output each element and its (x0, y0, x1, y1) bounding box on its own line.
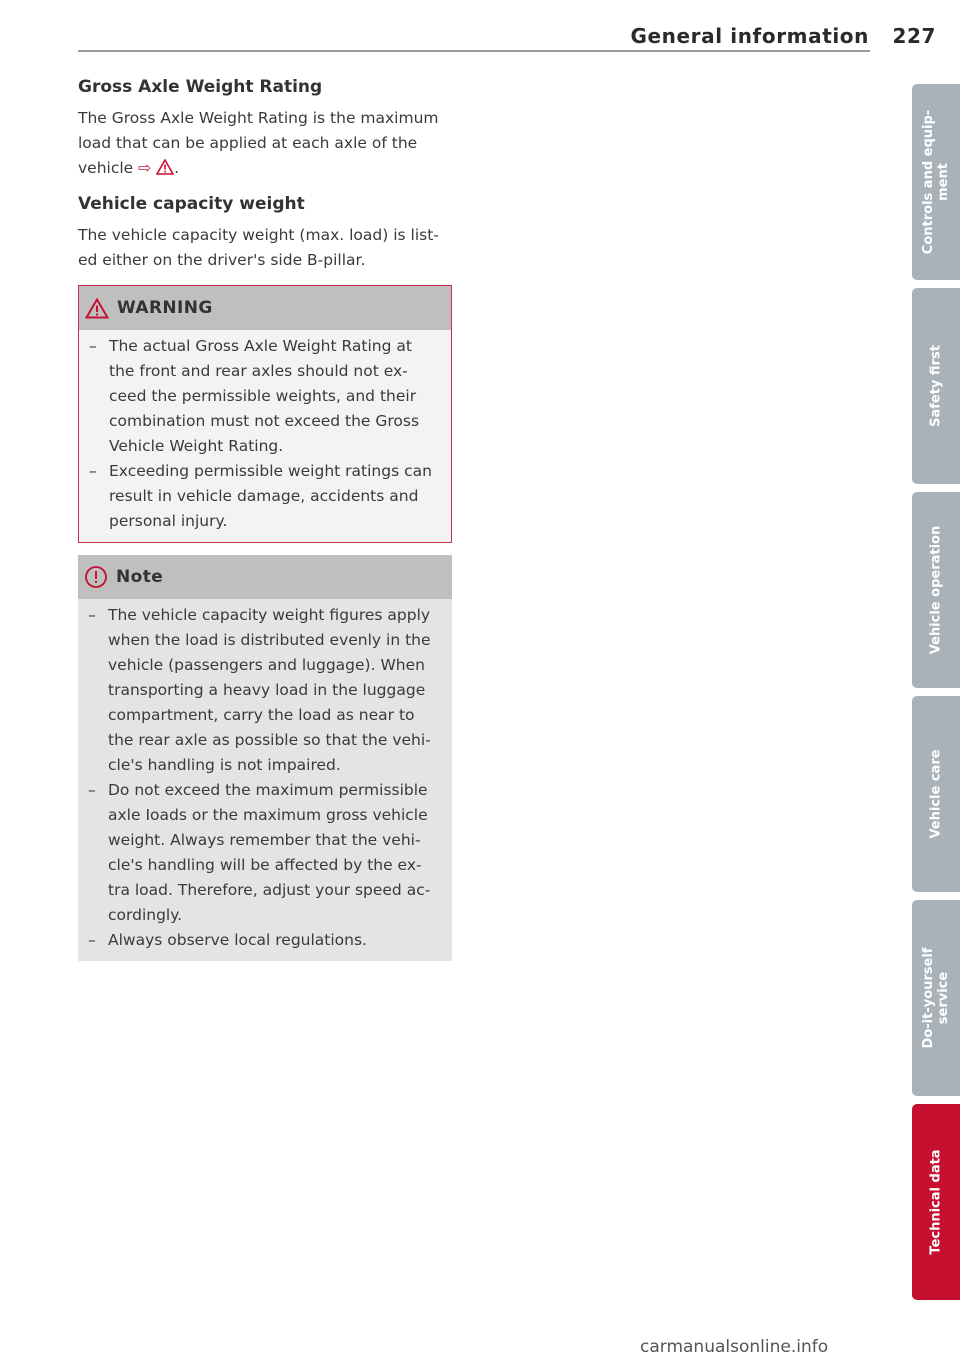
section-text-capacity: The vehicle capacity weight (max. load) is list-ed either on the driver's side B-pillar. (78, 226, 439, 269)
footer-watermark: carmanualsonline.info (640, 1337, 829, 1357)
list-item: – The vehicle capacity weight figures apply when the load is distributed evenly in the vehicle (passengers and luggage). When transporting a heavy load in the luggage compartment, carry the load as near to the rear axle as possible so that the vehi-cle's handling is not impaired. (86, 603, 442, 778)
warning-triangle-icon (85, 298, 109, 319)
list-item: – The actual Gross Axle Weight Rating at the front and rear axles should not ex-ceed the permissible weights, and their combination must not exceed the Gross Vehicle Weight Rating. (87, 334, 441, 459)
list-item: – Exceeding permissible weight ratings can result in vehicle damage, accidents and personal injury. (87, 459, 441, 534)
section-heading-capacity: Vehicle capacity weight (78, 194, 305, 214)
tab-vehicle-operation[interactable]: Vehicle operation (912, 492, 960, 688)
arrow-right-icon[interactable]: ⇨ (138, 159, 152, 177)
note-header (78, 555, 452, 599)
exclamation-circle-icon (84, 565, 108, 589)
tab-vehicle-care[interactable]: Vehicle care (912, 696, 960, 892)
page-number: 227 (892, 24, 936, 48)
warning-header (79, 286, 451, 330)
main-column (78, 74, 452, 961)
tab-technical-data[interactable]: Technical data (912, 1104, 960, 1300)
list-item: – Do not exceed the maximum permissible axle Ioads or the maximum gross vehicle weight. Always remember that the vehi-cle's handling will be affected by the ex-tra load. Therefore, adjust your speed ac-cordingly. (86, 778, 442, 928)
warning-label: WARNING (117, 298, 213, 318)
section-text-gross-axle: The Gross Axle Weight Rating is the maximum load that can be applied at each axle of the vehicle ⇨ . (78, 109, 439, 177)
warning-triangle-icon[interactable] (156, 159, 174, 175)
tab-safety-first[interactable]: Safety first (912, 288, 960, 484)
tab-do-it-yourself-service[interactable]: Do-it-yourself service (912, 900, 960, 1096)
page-header-title: General information (630, 24, 869, 48)
section-heading-gross-axle: Gross Axle Weight Rating (78, 77, 323, 97)
warning-box (78, 285, 452, 543)
header-rule (78, 50, 870, 52)
note-list (78, 599, 452, 961)
note-label: Note (116, 567, 164, 587)
tab-controls-and-equipment[interactable]: Controls and equip- ment (912, 84, 960, 280)
list-item: – Always observe local regulations. (86, 928, 442, 953)
note-box (78, 555, 452, 961)
warning-list (79, 330, 451, 542)
